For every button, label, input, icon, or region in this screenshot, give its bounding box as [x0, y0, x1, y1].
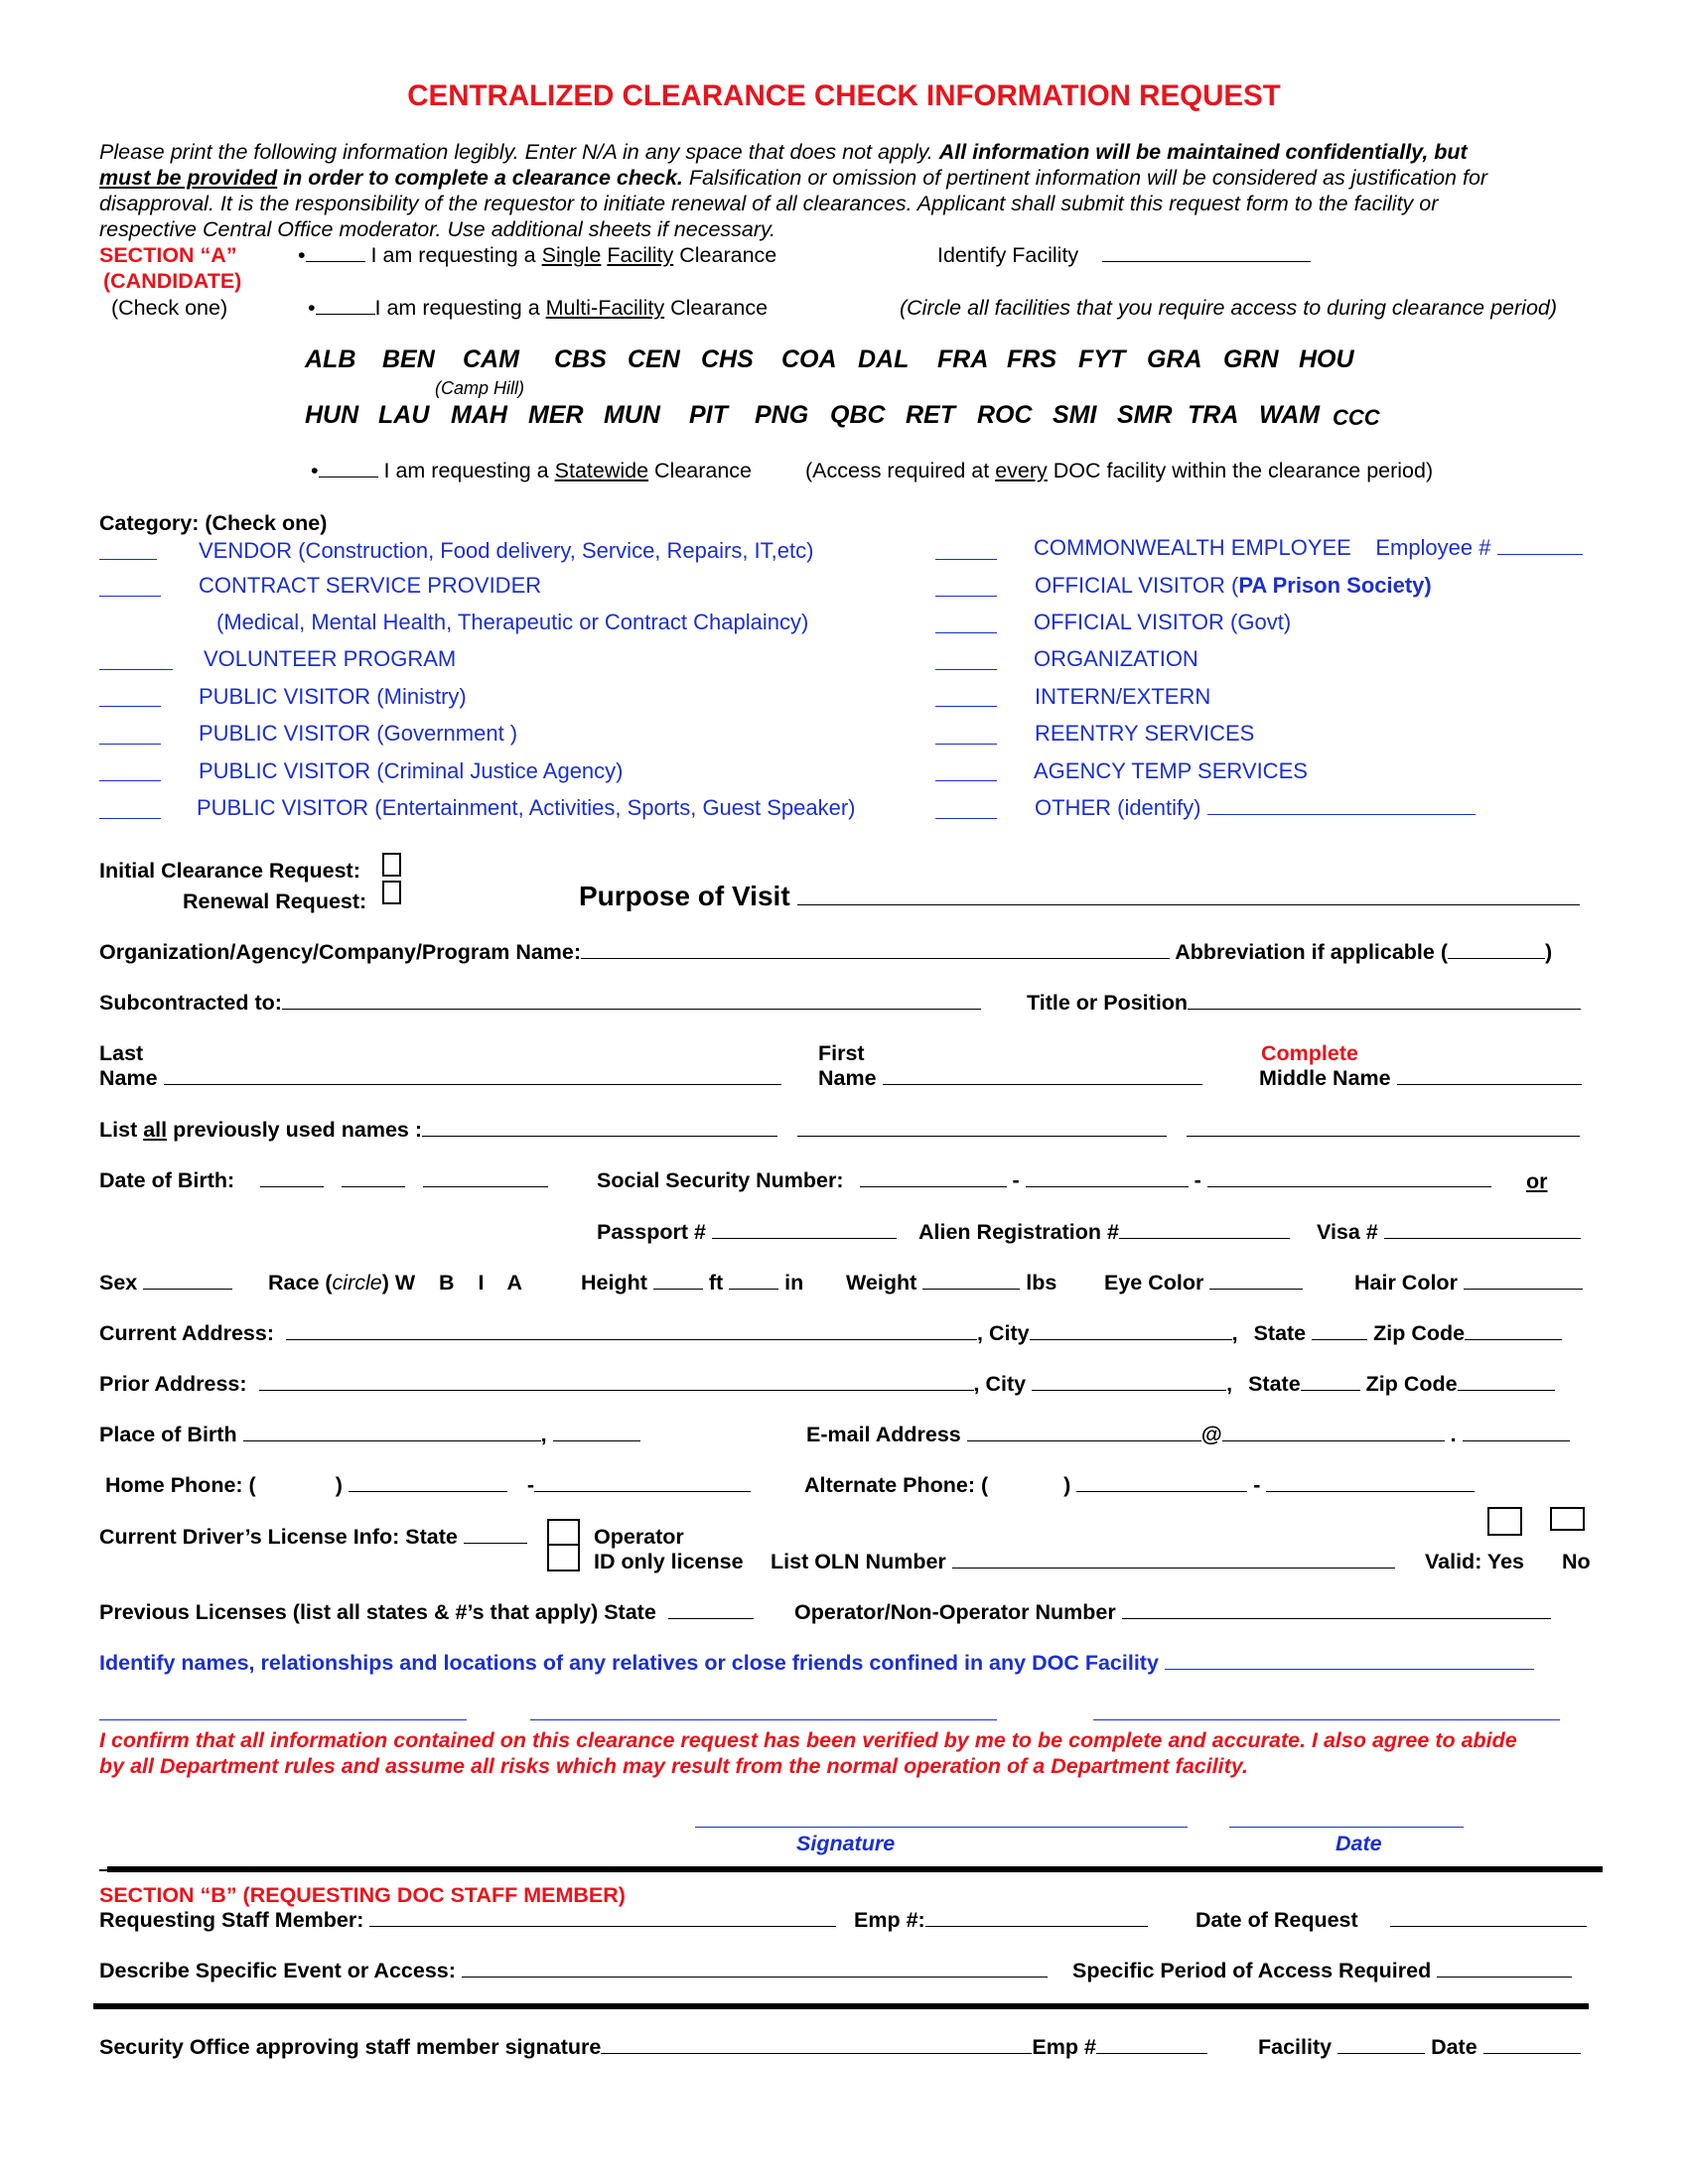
last-label: Last [99, 1041, 144, 1065]
facility-code[interactable]: LAU [378, 401, 430, 429]
oln-row [771, 1550, 1395, 1574]
height-row [581, 1271, 803, 1296]
comma: , [977, 1321, 983, 1345]
staff-member-field[interactable] [369, 1908, 836, 1927]
sex-row [99, 1271, 232, 1296]
commonwealth-label: COMMONWEALTH EMPLOYEE [1034, 535, 1351, 560]
facility-code[interactable]: SMI [1053, 401, 1097, 429]
security-signature-field[interactable] [601, 2035, 1032, 2054]
statewide-note-u: every [995, 459, 1048, 482]
emp2-field[interactable] [1096, 2035, 1207, 2054]
valid-no-label: No [1562, 1550, 1591, 1573]
intro-text-2: Falsification or omission of pertinent information will be considered as justification for [682, 166, 1488, 190]
op-number-row [794, 1600, 1551, 1625]
dash: - [1253, 1473, 1261, 1497]
visa-field[interactable] [1384, 1220, 1581, 1239]
category-official-visitor-govt: OFFICIAL VISITOR (Govt) [1034, 610, 1292, 634]
date-request-label: Date of Request [1196, 1908, 1358, 1932]
category-other [1035, 795, 1476, 821]
first-name-label: Name [818, 1066, 877, 1090]
bullet: • [308, 296, 316, 320]
purpose-label: Purpose of Visit [579, 881, 790, 911]
eye-row [1104, 1271, 1303, 1296]
prior-zip-field[interactable] [1458, 1372, 1555, 1391]
dl-label: Current Driver’s License Info: State [99, 1525, 458, 1549]
abbrev-field[interactable] [1448, 940, 1545, 959]
visa-row [1317, 1220, 1581, 1245]
oln-label: List OLN Number [771, 1550, 946, 1573]
bullet: • [298, 243, 306, 267]
intro-bold: All information will be maintained confidentially, but [938, 140, 1468, 164]
category-public-ministry: PUBLIC VISITOR (Ministry) [199, 684, 467, 709]
height-in-field[interactable] [729, 1271, 778, 1290]
email-user-field[interactable] [967, 1423, 1201, 1441]
other-label: OTHER (identify) [1035, 795, 1201, 820]
date-request-row [1196, 1908, 1587, 1933]
race-row[interactable] [268, 1271, 522, 1296]
home-phone-prefix-field[interactable] [349, 1473, 507, 1492]
statewide-option[interactable] [311, 459, 752, 483]
prior-state-field[interactable] [1301, 1372, 1360, 1391]
sex-label: Sex [99, 1271, 138, 1295]
renewal-label: Renewal Request: [183, 889, 367, 913]
section-b-heading: SECTION “B” (REQUESTING DOC STAFF MEMBER) [99, 1883, 626, 1907]
alt-phone-line-field[interactable] [1266, 1473, 1475, 1492]
middle-name-field[interactable] [1397, 1066, 1582, 1085]
comma: , [540, 1423, 547, 1446]
identify-facility-label: Identify Facility [937, 243, 1079, 267]
prior-city-field[interactable] [1032, 1372, 1226, 1391]
section-divider-2 [93, 2003, 1589, 2009]
category-check-line[interactable] [935, 706, 997, 707]
intro-text: Please print the following information legibly. Enter N/A in any space that does not apply. [99, 140, 939, 164]
renewal-checkbox[interactable] [382, 881, 401, 904]
category-vendor: VENDOR (Construction, Food delivery, Service, Repairs, IT,etc) [199, 538, 814, 563]
describe-row [99, 1959, 1048, 1983]
confirm-line-1: I confirm that all information contained on this clearance request has been verified by me to be complete and accurate. I also agree to abide [99, 1728, 1517, 1752]
org-row [99, 940, 1552, 965]
place-of-birth-label: Place of Birth [99, 1423, 237, 1446]
passport-label: Passport # [597, 1220, 706, 1244]
op-number-label: Operator/Non-Operator Number [794, 1600, 1116, 1624]
section-divider [107, 1866, 1603, 1872]
home-phone-label: Home Phone: ( [105, 1473, 256, 1497]
emp2-label: Emp # [1032, 2035, 1096, 2059]
relatives-field-4[interactable] [1093, 1719, 1560, 1720]
category-check-line[interactable] [99, 596, 161, 597]
id-only-checkbox[interactable] [547, 1544, 580, 1571]
dob-year-field[interactable] [423, 1168, 548, 1187]
security-label: Security Office approving staff member signature [99, 2035, 602, 2059]
alien-field[interactable] [1119, 1220, 1290, 1239]
paren-close: ) [1063, 1473, 1071, 1497]
facility-code[interactable]: FRS [1007, 345, 1056, 373]
zip-label: Zip Code [1373, 1321, 1466, 1345]
single-u: Single [541, 243, 602, 267]
race-circle: circle [332, 1271, 382, 1295]
category-check-line[interactable] [935, 669, 997, 670]
statewide-post: Clearance [648, 459, 753, 482]
alt-phone-label: Alternate Phone: ( [804, 1473, 989, 1497]
complete-label: Complete [1261, 1041, 1358, 1065]
last-name-field[interactable] [164, 1066, 781, 1085]
security-facility-row [1258, 2035, 1581, 2060]
category-reentry: REENTRY SERVICES [1035, 721, 1255, 746]
place-of-birth-field[interactable] [243, 1423, 541, 1441]
relatives-field-1[interactable] [1165, 1651, 1534, 1670]
facility-code[interactable]: CBS [554, 345, 607, 373]
date-request-field[interactable] [1390, 1908, 1587, 1927]
pa-prison-society: PA Prison Society) [1238, 573, 1432, 598]
relatives-row [99, 1651, 1534, 1676]
ssn-field-3[interactable] [1207, 1168, 1491, 1187]
title-position-label: Title or Position [1027, 991, 1189, 1015]
date-label: Date [1336, 1832, 1382, 1855]
facility-code[interactable]: PIT [689, 401, 728, 429]
prev-names-pre: List [99, 1118, 144, 1142]
passport-row [597, 1220, 897, 1245]
home-phone-row [105, 1473, 751, 1498]
category-check-line[interactable] [935, 632, 997, 633]
ssn-row [597, 1168, 1491, 1193]
abbrev-close: ) [1545, 940, 1553, 964]
zip-label: Zip Code [1365, 1372, 1458, 1396]
period-label: Specific Period of Access Required [1072, 1959, 1432, 1982]
state-label: State [1253, 1321, 1307, 1345]
alien-label: Alien Registration # [918, 1220, 1119, 1244]
facility-code[interactable]: ROC [977, 401, 1033, 429]
multi-u: Multi-Facility [545, 296, 665, 320]
first-name-row [818, 1066, 1202, 1091]
statewide-note-post: DOC facility within the clearance period) [1047, 459, 1434, 482]
city-label: City [985, 1372, 1027, 1396]
section-a-candidate: (CANDIDATE) [103, 269, 242, 293]
sex-field[interactable] [143, 1271, 232, 1290]
email-row [806, 1423, 1570, 1447]
category-check-line[interactable] [935, 780, 997, 781]
lbs-label: lbs [1026, 1271, 1057, 1295]
dash: - [526, 1473, 534, 1497]
category-check-line[interactable] [935, 596, 997, 597]
category-check-line[interactable] [935, 744, 997, 745]
facility-code[interactable]: CAM [463, 345, 519, 373]
multi-check-line[interactable] [316, 296, 375, 315]
middle-name-row [1259, 1066, 1582, 1091]
category-check-line[interactable] [935, 818, 997, 819]
statewide-u: Statewide [554, 459, 649, 482]
current-state-field[interactable] [1312, 1321, 1367, 1340]
category-check-line[interactable] [99, 559, 157, 560]
race-pre: Race ( [268, 1271, 333, 1295]
category-check-line[interactable] [99, 744, 161, 745]
alien-row [918, 1220, 1290, 1245]
multi-post: Clearance [664, 296, 769, 320]
intro-bold-underline: must be provided [99, 166, 278, 190]
ssn-dash: - [1194, 1168, 1201, 1192]
ssn-label: Social Security Number: [597, 1168, 844, 1192]
category-check-line[interactable] [99, 818, 161, 819]
relatives-field-3[interactable] [530, 1719, 997, 1720]
facility-code[interactable]: MAH [451, 401, 507, 429]
current-zip-field[interactable] [1465, 1321, 1562, 1340]
official-visitor-label: OFFICIAL VISITOR ( [1035, 573, 1239, 598]
category-public-entertainment: PUBLIC VISITOR (Entertainment, Activities, Sports, Guest Speaker) [197, 795, 856, 820]
single-text: I am requesting a [370, 243, 542, 267]
current-address-row [99, 1321, 1562, 1346]
category-official-visitor-pps [1035, 573, 1432, 599]
section-a-label: SECTION “A” [99, 243, 237, 267]
title-position-field[interactable] [1188, 991, 1581, 1010]
eye-field[interactable] [1209, 1271, 1303, 1290]
prev-license-state-field[interactable] [668, 1600, 754, 1619]
intro-line-3: disapproval. It is the responsibility of the requestor to initiate renewal of all clearances. Applicant shall submit this request form to the facility or [99, 192, 1439, 215]
facility-code[interactable]: QBC [830, 401, 886, 429]
identify-facility-field[interactable] [1102, 243, 1311, 262]
period-row [1072, 1959, 1572, 1983]
facility-code[interactable]: HOU [1299, 345, 1354, 373]
purpose-of-visit [579, 881, 1580, 912]
comma: , [1226, 1372, 1233, 1396]
staff-member-row [99, 1908, 836, 1933]
prior-address-row [99, 1372, 1555, 1397]
facility-u: Facility [607, 243, 674, 267]
facility-code[interactable]: MUN [604, 401, 660, 429]
category-intern-extern: INTERN/EXTERN [1035, 684, 1211, 709]
employee-num-label: Employee # [1375, 535, 1491, 560]
facility-code[interactable]: COA [781, 345, 837, 373]
ft-label: ft [708, 1271, 724, 1295]
signature-field[interactable] [695, 1827, 1188, 1828]
eye-label: Eye Color [1104, 1271, 1204, 1295]
facility-code[interactable]: MER [528, 401, 584, 429]
weight-label: Weight [846, 1271, 917, 1295]
facility-code[interactable]: WAM [1259, 401, 1321, 429]
paren-close: ) [335, 1473, 343, 1497]
last-name-row [99, 1066, 781, 1091]
abbrev-label: Abbreviation if applicable ( [1175, 940, 1448, 964]
prev-name-field-3[interactable] [1187, 1118, 1580, 1137]
intro-bold-2: in order to complete a clearance check. [277, 166, 683, 190]
facility-code[interactable]: BEN [382, 345, 435, 373]
multi-text: I am requesting a [374, 296, 546, 320]
prev-names-post: previously used names : [167, 1118, 423, 1142]
signature-label: Signature [796, 1832, 896, 1855]
intro-line-4: respective Central Office moderator. Use additional sheets if necessary. [99, 217, 776, 241]
height-label: Height [581, 1271, 647, 1295]
place-of-birth-country-field[interactable] [553, 1423, 640, 1441]
section-divider-tick [99, 1869, 109, 1871]
dob-row [99, 1168, 548, 1193]
prev-name-field-2[interactable] [797, 1118, 1167, 1137]
category-public-government: PUBLIC VISITOR (Government ) [199, 721, 518, 746]
subcontracted-label: Subcontracted to: [99, 991, 282, 1015]
facility-code[interactable]: TRA [1188, 401, 1239, 429]
org-name-field[interactable] [581, 940, 1170, 959]
single-check-line[interactable] [306, 243, 365, 262]
id-only-label: ID only license [594, 1550, 744, 1573]
middle-name-label: Middle Name [1259, 1066, 1391, 1090]
current-city-field[interactable] [1030, 1321, 1232, 1340]
intro-line-2 [99, 166, 1487, 191]
period-field[interactable] [1437, 1959, 1572, 1978]
prev-name-field-1[interactable] [422, 1118, 777, 1137]
facility-code[interactable]: PNG [755, 401, 809, 429]
security-row [99, 2035, 1207, 2060]
emp-field[interactable] [925, 1908, 1148, 1927]
initial-clearance-checkbox[interactable] [382, 853, 401, 877]
check-one-label: (Check one) [111, 296, 228, 320]
dob-day-field[interactable] [342, 1168, 405, 1187]
dl-state-field[interactable] [464, 1525, 527, 1544]
city-label: City [988, 1321, 1030, 1345]
height-ft-field[interactable] [653, 1271, 703, 1290]
valid-yes-checkbox[interactable] [1487, 1507, 1522, 1536]
weight-field[interactable] [922, 1271, 1020, 1290]
facility-code[interactable]: CHS [701, 345, 754, 373]
describe-label: Describe Specific Event or Access: [99, 1959, 456, 1982]
date2-label: Date [1431, 2035, 1477, 2059]
category-commonwealth-employee [1034, 535, 1583, 561]
relatives-label: Identify names, relationships and locations of any relatives or close friends confined in any DOC Facility [99, 1651, 1159, 1675]
statewide-note [805, 459, 1433, 483]
at-sign: @ [1200, 1423, 1222, 1446]
comma: , [973, 1372, 980, 1396]
email-domain-field[interactable] [1222, 1423, 1445, 1441]
facility-field[interactable] [1337, 2035, 1425, 2054]
statewide-note-pre: (Access required at [805, 459, 996, 482]
oln-field[interactable] [952, 1550, 1395, 1569]
identify-facility [937, 243, 1311, 268]
date-field[interactable] [1229, 1827, 1464, 1828]
dob-label: Date of Birth: [99, 1168, 235, 1192]
dot: . [1450, 1423, 1457, 1446]
facility-code[interactable]: SMR [1117, 401, 1173, 429]
facility-code[interactable]: FRA [937, 345, 989, 373]
prev-names-all: all [143, 1118, 168, 1142]
dob-month-field[interactable] [260, 1168, 324, 1187]
facility-code[interactable]: HUN [305, 401, 359, 429]
passport-field[interactable] [712, 1220, 897, 1239]
first-label: First [818, 1041, 865, 1065]
ssn-dash: - [1012, 1168, 1020, 1192]
describe-field[interactable] [462, 1959, 1048, 1978]
facility-code[interactable]: ALB [305, 345, 356, 373]
relatives-field-2[interactable] [99, 1719, 467, 1720]
facility-code[interactable]: RET [906, 401, 955, 429]
subcontracted-field[interactable] [282, 991, 981, 1010]
prior-address-field[interactable] [259, 1372, 974, 1391]
emp-label: Emp #: [854, 1908, 925, 1932]
category-contract-service: CONTRACT SERVICE PROVIDER [199, 573, 542, 598]
alt-phone-row [804, 1473, 1475, 1498]
org-name-label: Organization/Agency/Company/Program Name: [99, 940, 582, 964]
camp-hill-note: (Camp Hill) [435, 378, 524, 398]
email-tld-field[interactable] [1463, 1423, 1570, 1441]
last-name-label: Name [99, 1066, 158, 1090]
facility-code[interactable]: CEN [628, 345, 680, 373]
single-post: Clearance [673, 243, 777, 267]
email-label: E-mail Address [806, 1423, 961, 1446]
category-check-line[interactable] [99, 669, 173, 670]
place-of-birth-row [99, 1423, 640, 1447]
prior-address-label: Prior Address: [99, 1372, 247, 1396]
category-check-line[interactable] [935, 559, 997, 560]
category-check-line[interactable] [99, 706, 161, 707]
current-address-label: Current Address: [99, 1321, 275, 1345]
bullet: • [311, 459, 319, 482]
statewide-text: I am requesting a [383, 459, 555, 482]
facility-label: Facility [1258, 2035, 1333, 2059]
other-identify-field[interactable] [1207, 796, 1476, 815]
purpose-field[interactable] [797, 883, 1580, 905]
category-volunteer: VOLUNTEER PROGRAM [204, 646, 457, 671]
statewide-check-line[interactable] [319, 459, 378, 478]
facility-code[interactable]: FYT [1078, 345, 1126, 373]
or-label: or [1526, 1169, 1548, 1193]
current-address-field[interactable] [286, 1321, 977, 1340]
dl-row [99, 1525, 527, 1550]
race-options[interactable]: ) W B I A [381, 1271, 523, 1295]
multi-facility-option[interactable] [308, 296, 768, 321]
category-check-line[interactable] [99, 780, 161, 781]
valid-no-checkbox[interactable] [1550, 1507, 1585, 1531]
employee-num-field[interactable] [1497, 536, 1583, 555]
category-contract-service-note: (Medical, Mental Health, Therapeutic or Contract Chaplaincy) [216, 610, 809, 634]
subcontracted-row [99, 991, 981, 1016]
initial-clearance-label: Initial Clearance Request: [99, 859, 360, 883]
prev-licenses-row [99, 1600, 754, 1625]
comma: , [1231, 1321, 1238, 1345]
title-position-row [1027, 991, 1581, 1016]
first-name-field[interactable] [883, 1066, 1202, 1085]
emp-row [854, 1908, 1148, 1933]
prev-licenses-label: Previous Licenses (list all states & #’s that apply) State [99, 1600, 656, 1624]
state-label: State [1248, 1372, 1301, 1396]
valid-yes-label: Valid: Yes [1425, 1550, 1525, 1573]
ssn-field-2[interactable] [1026, 1168, 1189, 1187]
staff-member-label: Requesting Staff Member: [99, 1908, 364, 1932]
date2-field[interactable] [1483, 2035, 1581, 2054]
alt-phone-prefix-field[interactable] [1076, 1473, 1247, 1492]
category-heading: Category: (Check one) [99, 511, 328, 535]
confirm-line-2: by all Department rules and assume all risks which may result from the normal operation of a Department facility. [99, 1754, 1248, 1778]
home-phone-line-field[interactable] [534, 1473, 751, 1492]
intro-line-1 [99, 140, 1468, 165]
ssn-field-1[interactable] [860, 1168, 1007, 1187]
category-public-cja: PUBLIC VISITOR (Criminal Justice Agency) [199, 758, 624, 783]
hair-field[interactable] [1464, 1271, 1583, 1290]
page-title: CENTRALIZED CLEARANCE CHECK INFORMATION REQUEST [407, 79, 1281, 112]
weight-row [846, 1271, 1056, 1296]
multi-note: (Circle all facilities that you require access to during clearance period) [900, 296, 1558, 320]
previous-names-row [99, 1118, 1580, 1143]
hair-row [1354, 1271, 1583, 1296]
operator-label: Operator [594, 1525, 684, 1549]
category-organization: ORGANIZATION [1034, 646, 1198, 671]
hair-label: Hair Color [1354, 1271, 1458, 1295]
facility-code[interactable]: GRA [1147, 345, 1202, 373]
op-number-field[interactable] [1122, 1600, 1551, 1619]
single-facility-option[interactable] [298, 243, 776, 268]
visa-label: Visa # [1317, 1220, 1378, 1244]
facility-code-ccc[interactable]: CCC [1333, 405, 1380, 430]
category-agency-temp: AGENCY TEMP SERVICES [1034, 758, 1308, 783]
operator-checkbox[interactable] [547, 1519, 580, 1547]
facility-code[interactable]: DAL [858, 345, 910, 373]
facility-code[interactable]: GRN [1223, 345, 1279, 373]
in-label: in [784, 1271, 804, 1295]
